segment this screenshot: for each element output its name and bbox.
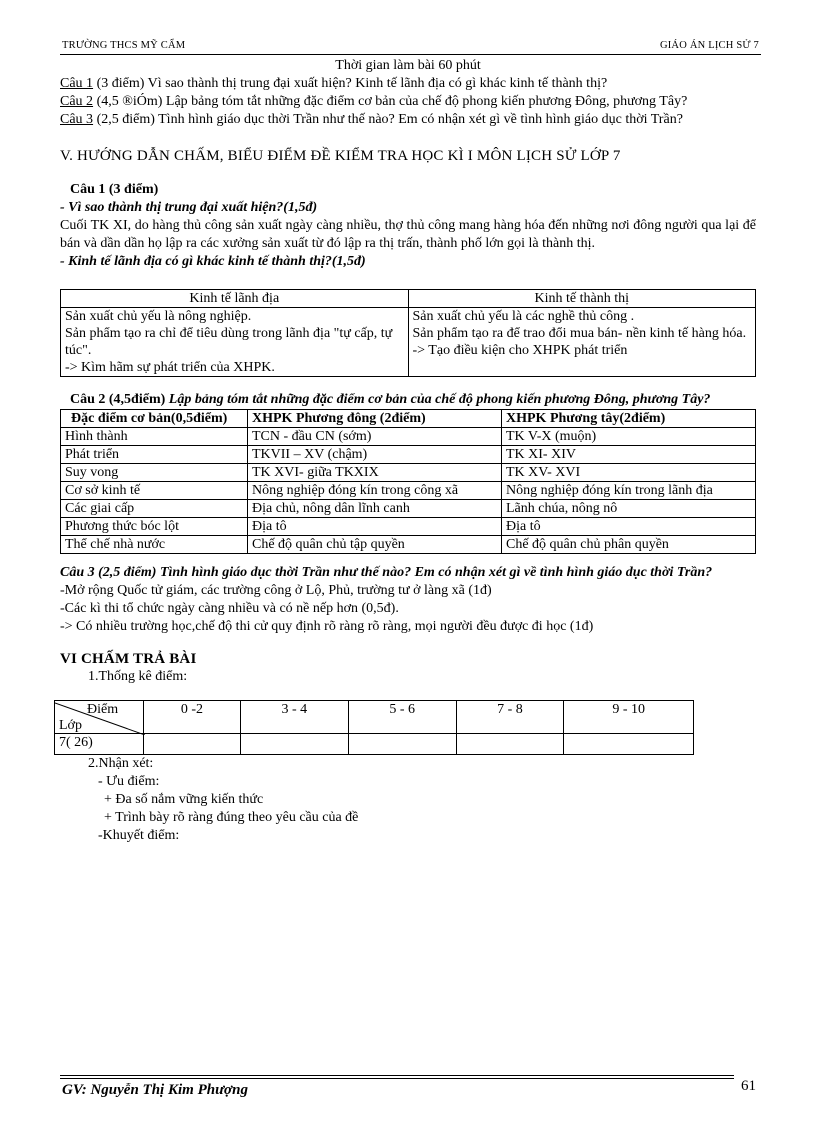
c3-line: -> Có nhiều trường học,chế độ thi cử quy định rõ ràng rõ ràng, mọi người đều được đi học (1đ) xyxy=(60,619,594,634)
table-cell: TCN - đầu CN (sớm) xyxy=(248,428,502,446)
cons-label: -Khuyết điểm: xyxy=(98,828,180,843)
table-header: Đặc điểm cơ bản(0,5điểm) xyxy=(61,410,248,428)
table-cell: TKVII – XV (chậm) xyxy=(248,446,502,464)
cell-line: -> Tạo điều kiện cho XHPK phát triển xyxy=(412,343,628,358)
score-range: 7 - 8 xyxy=(456,701,564,734)
table-header: Kinh tế thành thị xyxy=(408,290,756,308)
table-row xyxy=(61,536,756,554)
q3-label: Câu 3 xyxy=(60,112,94,127)
exam-question-1 xyxy=(60,75,756,93)
table-cell: Lãnh chúa, nông nô xyxy=(502,500,756,518)
header-subject: GIÁO ÁN LỊCH SỬ 7 xyxy=(659,40,759,51)
table-header-row xyxy=(61,410,756,428)
table-cell: Chế độ quân chủ tập quyền xyxy=(248,536,502,554)
table-row xyxy=(61,428,756,446)
c1-heading: Câu 1 (3 điểm) xyxy=(70,182,159,197)
cell-line: Sản xuất chủ yếu là nông nghiệp. xyxy=(65,309,252,324)
cell-line: Sản xuất chủ yếu là các nghề thủ công . xyxy=(412,309,635,324)
table-cell: Thể chế nhà nước xyxy=(61,536,248,554)
page-number: 61 xyxy=(741,1078,756,1094)
table-cell: Địa tô xyxy=(248,518,502,536)
table-cell: Chế độ quân chủ phân quyền xyxy=(502,536,756,554)
score-range: 5 - 6 xyxy=(348,701,456,734)
table-header: XHPK Phương đông (2điểm) xyxy=(248,410,502,428)
score-range: 9 - 10 xyxy=(564,701,694,734)
table-header-row xyxy=(61,290,756,308)
q3-text: (2,5 điểm) Tình hình giáo dục thời Trần như thế nào? Em có nhận xét gì về tình hình giáo dục thời Trần? xyxy=(93,112,683,127)
exam-time: Thời gian làm bài 60 phút xyxy=(335,58,481,73)
c1-subquestion-2: - Kinh tế lãnh địa có gì khác kinh tế thành thị?(1,5đ) xyxy=(60,254,366,269)
table-cell xyxy=(564,734,694,755)
remarks-label: 2.Nhận xét: xyxy=(88,756,154,771)
score-range: 0 -2 xyxy=(144,701,241,734)
page-content xyxy=(60,57,756,845)
table-row xyxy=(61,446,756,464)
cell-line: Sản phẩm tạo ra để trao đổi mua bán- nền kinh tế hàng hóa. xyxy=(412,326,747,341)
table-row xyxy=(61,464,756,482)
footer-teacher: GV: Nguyễn Thị Kim Phượng xyxy=(62,1082,248,1098)
table-row xyxy=(61,308,756,377)
class-cell: 7( 26) xyxy=(55,734,144,755)
pros-item: + Trình bày rõ ràng đúng theo yêu cầu của đề xyxy=(104,810,359,825)
c2-heading xyxy=(60,391,756,409)
table-row xyxy=(55,734,694,755)
table-cell: TK XV- XVI xyxy=(502,464,756,482)
table-cell xyxy=(240,734,348,755)
exam-question-3 xyxy=(60,111,756,129)
feudal-comparison-table xyxy=(60,409,756,554)
score-range: 3 - 4 xyxy=(240,701,348,734)
table-header: Kinh tế lãnh địa xyxy=(61,290,409,308)
header-school: TRƯỜNG THCS MỸ CẨM xyxy=(62,40,186,51)
table-cell: Phát triển xyxy=(61,446,248,464)
q2-label: Câu 2 xyxy=(60,94,94,109)
table-cell: Các giai cấp xyxy=(61,500,248,518)
table-cell: Hình thành xyxy=(61,428,248,446)
diagonal-header-cell xyxy=(55,701,144,734)
table-cell: Địa tô xyxy=(502,518,756,536)
table-cell: Nông nghiệp đóng kín trong công xã xyxy=(248,482,502,500)
c3-line: -Mở rộng Quốc tử giám, các trường công ở Lộ, Phủ, trường tư ở làng xã (1đ) xyxy=(60,583,492,598)
table-row xyxy=(61,518,756,536)
table-cell xyxy=(144,734,241,755)
q2-text: (4,5 ®iÓm) Lập bảng tóm tắt những đặc điểm cơ bản của chế độ phong kiến phương Đông, phương Tây? xyxy=(93,94,688,109)
table-cell: TK XVI- giữa TKXIX xyxy=(248,464,502,482)
cell-line: Sản phẩm tạo ra chỉ để tiêu dùng trong lãnh địa "tự cấp, tự túc". xyxy=(65,326,393,358)
table-cell: TK V-X (muộn) xyxy=(502,428,756,446)
pros-item: + Đa số nắm vững kiến thức xyxy=(104,792,264,807)
c1-subquestion-1: - Vì sao thành thị trung đại xuất hiện?(1,5đ) xyxy=(60,200,318,215)
table-cell xyxy=(348,734,456,755)
c3-line: -Các kì thi tổ chức ngày càng nhiều và có nề nếp hơn (0,5đ). xyxy=(60,601,399,616)
pros-label: - Ưu điểm: xyxy=(98,774,160,789)
table-cell: Suy vong xyxy=(61,464,248,482)
exam-question-2 xyxy=(60,93,756,111)
economy-comparison-table xyxy=(60,289,756,377)
table-cell: Phương thức bóc lột xyxy=(61,518,248,536)
table-header: XHPK Phương tây(2điểm) xyxy=(502,410,756,428)
diag-score-label: Điểm xyxy=(87,702,119,717)
score-stats-table xyxy=(54,700,694,755)
diag-class-label: Lớp xyxy=(59,718,82,733)
table-cell: Nông nghiệp đóng kín trong lãnh địa xyxy=(502,482,756,500)
table-cell xyxy=(456,734,564,755)
c2-question: Lập bảng tóm tắt những đặc điểm cơ bản của chế độ phong kiến phương Đông, phương Tây? xyxy=(165,392,711,407)
q1-text: (3 điểm) Vì sao thành thị trung đại xuất hiện? Kinh tế lãnh địa có gì khác kinh tế thành thị? xyxy=(93,76,608,91)
table-row xyxy=(61,500,756,518)
cell-line: -> Kìm hãm sự phát triển của XHPK. xyxy=(65,360,275,375)
c1-answer: Cuối TK XI, do hàng thủ công sản xuất ngày càng nhiều, thợ thủ công mang hàng hóa đến những nơi đông người qua lại để bán và dần dần họ lập ra các xưởng sản xuất từ đó lập ra thị trấn, thành phố lớn gọi là thành thị. xyxy=(60,218,756,251)
header-divider xyxy=(60,54,761,55)
stats-label: 1.Thống kê điểm: xyxy=(88,669,188,684)
table-cell: Địa chủ, nông dân lĩnh canh xyxy=(248,500,502,518)
c3-heading: Câu 3 (2,5 điểm) Tình hình giáo dục thời Trần như thế nào? Em có nhận xét gì về tình hình giáo dục thời Trần? xyxy=(60,565,713,580)
section-6-title: VI CHẤM TRẢ BÀI xyxy=(60,651,197,667)
table-header-row xyxy=(55,701,694,734)
table-cell: Cơ sở kinh tế xyxy=(61,482,248,500)
table-cell xyxy=(61,308,409,377)
c2-label: Câu 2 (4,5điểm) xyxy=(70,392,166,407)
table-cell: TK XI- XIV xyxy=(502,446,756,464)
table-row xyxy=(61,482,756,500)
section-5-title: V. HƯỚNG DẪN CHẤM, BIỂU ĐIỂM ĐỀ KIỂM TRA HỌC KÌ I MÔN LỊCH SỬ LỚP 7 xyxy=(60,148,621,164)
q1-label: Câu 1 xyxy=(60,76,94,91)
footer-divider xyxy=(60,1075,734,1076)
footer-divider xyxy=(60,1078,734,1079)
table-cell xyxy=(408,308,756,377)
